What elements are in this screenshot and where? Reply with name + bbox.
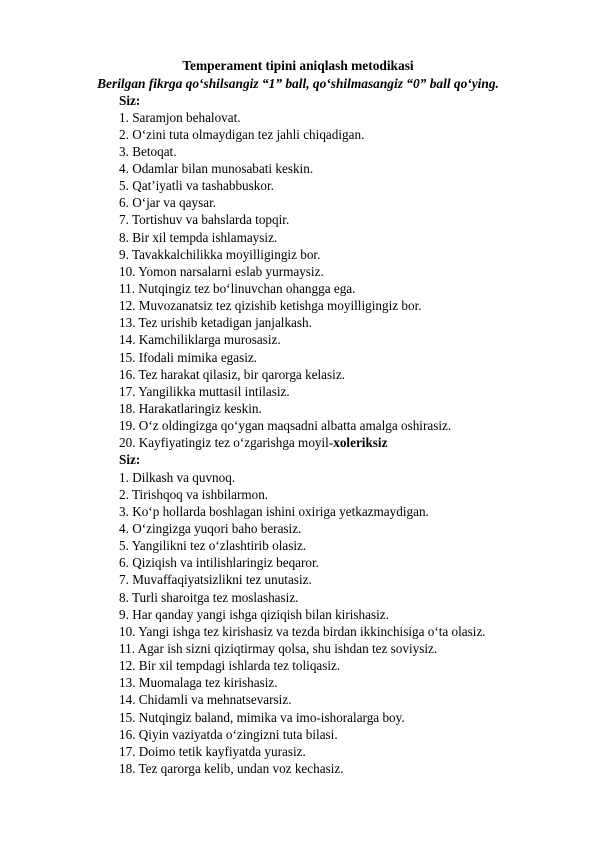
- section-1-item: 9. Tavakkalchilikka moyilligingiz bor.: [119, 246, 321, 262]
- section-2-item: 1. Dilkash va quvnoq.: [119, 469, 236, 485]
- section-2-item: 11. Agar ish sizni qiziqtirmay qolsa, shu ishdan tez soviysiz.: [119, 641, 438, 656]
- section-2-item: 2. Tirishqoq va ishbilarmon.: [119, 486, 269, 502]
- section-2-item: 5. Yangilikni tez o‘zlashtirib olasiz.: [119, 538, 307, 554]
- section-2-item: 18. Tez qarorga kelib, undan voz kechasiz.: [119, 760, 344, 776]
- section-1-item: 7. Tortishuv va bahslarda topqir.: [119, 212, 290, 228]
- section-2-item: 3. Ko‘p hollarda boshlagan ishini oxiriga yetkazmaydigan.: [119, 503, 429, 519]
- section-2-item: 14. Chidamli va mehnatsevarsiz.: [119, 692, 292, 708]
- section-1-last-item-text: 20. Kayfiyatingiz tez o‘zgarishga moyil-: [119, 435, 334, 451]
- section-1-item: 17. Yangilikka muttasil intilasiz.: [119, 383, 290, 399]
- section-1-item: 13. Tez urishib ketadigan janjalkash.: [119, 315, 312, 331]
- section-1-item: 4. Odamlar bilan munosabati keskin.: [119, 161, 314, 177]
- section-2-item: 16. Qiyin vaziyatda o‘zingizni tuta bilasi.: [119, 726, 338, 742]
- section-1-item: 5. Qat’iyatli va tashabbuskor.: [119, 178, 274, 194]
- section-2-item: 13. Muomalaga tez kirishasiz.: [119, 675, 278, 691]
- section-1-item: 3. Betoqat.: [119, 143, 177, 159]
- section-2-header: Siz:: [119, 452, 141, 468]
- section-1-item: 12. Muvozanatsiz tez qizishib ketishga moyilligingiz bor.: [119, 298, 422, 314]
- section-2-item: 17. Doimo tetik kayfiyatda yurasiz.: [119, 743, 306, 759]
- section-2-item: 4. O‘zingizga yuqori baho berasiz.: [119, 521, 302, 537]
- section-2-item: 10. Yangi ishga tez kirishasiz va tezda birdan ikkinchisiga o‘ta olasiz.: [119, 623, 486, 639]
- section-1-item: 15. Ifodali mimika egasiz.: [119, 349, 258, 365]
- section-2-item: 9. Har qanday yangi ishga qiziqish bilan kirishasiz.: [119, 606, 389, 622]
- section-1-item: 14. Kamchiliklarga murosasiz.: [119, 332, 281, 348]
- section-1-item: 18. Harakatlaringiz keskin.: [119, 401, 262, 417]
- section-2-item: 12. Bir xil tempdagi ishlarda tez toliqasiz.: [119, 658, 341, 674]
- section-1-item: 6. O‘jar va qaysar.: [119, 195, 217, 211]
- questionnaire: [119, 92, 589, 778]
- section-1-item: 16. Tez harakat qilasiz, bir qarorga kelasiz.: [119, 366, 345, 382]
- section-1-item: 19. O‘z oldingizga qo‘ygan maqsadni albatta amalga oshirasiz.: [119, 418, 452, 434]
- document-instruction: Berilgan fikrga qo‘shilsangiz “1” ball, qo‘shilmasangiz “0” ball qo‘ying.: [97, 76, 499, 91]
- document-title: Temperament tipini aniqlash metodikasi: [182, 58, 414, 73]
- section-2-item: 7. Muvaffaqiyatsizlikni tez unutasiz.: [119, 572, 312, 588]
- section-2-item: 8. Turli sharoitga tez moslashasiz.: [119, 589, 299, 605]
- section-1-item: 1. Saramjon behalovat.: [119, 109, 241, 125]
- section-2-item: 6. Qiziqish va intilishlaringiz beqaror.: [119, 555, 319, 571]
- section-1-item: 10. Yomon narsalarni eslab yurmaysiz.: [119, 263, 324, 279]
- section-1-last-item: [119, 434, 589, 451]
- section-1-header: Siz:: [119, 92, 141, 108]
- section-1-item: 2. O‘zini tuta olmaydigan tez jahli chiqadigan.: [119, 126, 365, 142]
- section-1-item: 11. Nutqingiz tez bo‘linuvchan ohangga ega.: [119, 281, 356, 297]
- temperament-result-label: xoleriksiz: [333, 435, 388, 451]
- section-1-item: 8. Bir xil tempda ishlamaysiz.: [119, 229, 278, 245]
- section-2-item: 15. Nutqingiz baland, mimika va imo-ishoralarga boy.: [119, 709, 405, 725]
